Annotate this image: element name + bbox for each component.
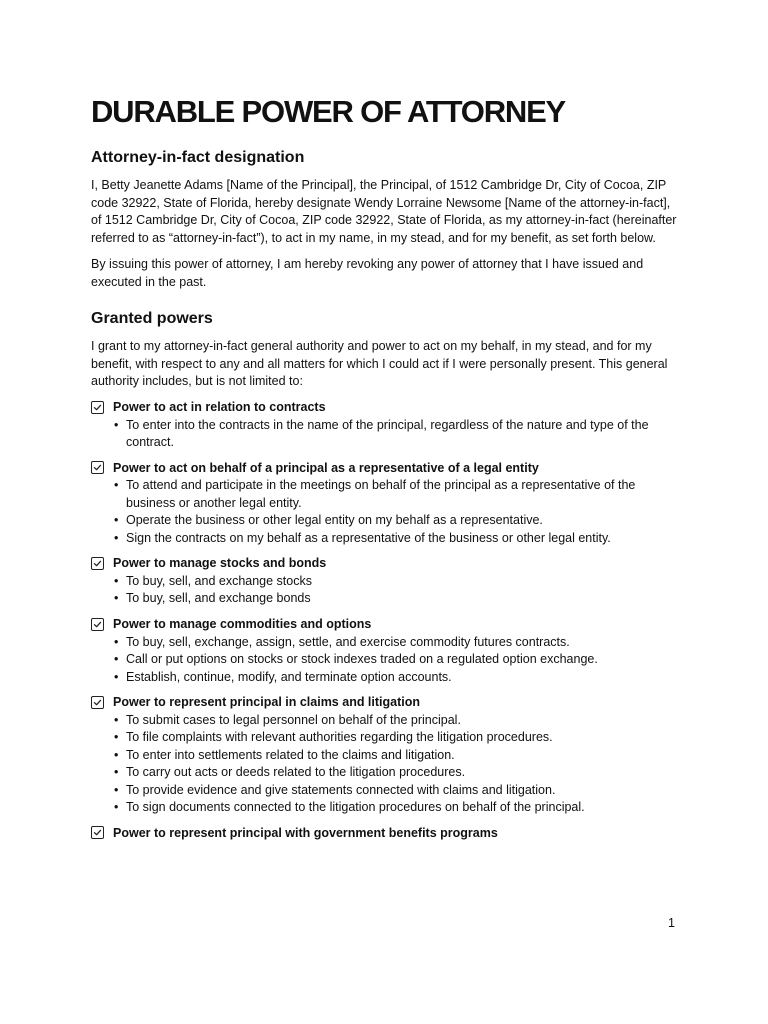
power-items-list: [91, 634, 681, 686]
power-label: Power to represent principal in claims and litigation: [113, 695, 421, 710]
power-section: [91, 398, 681, 452]
granted-powers-intro: I grant to my attorney-in-fact general authority and power to act on my behalf, in my stead, and for my benefit, with respect to any and all matters for which I could act if I were personally present. This general authority includes, but is not limited to:: [91, 339, 668, 388]
power-heading: [91, 615, 681, 634]
list-item: • Call or put options on stocks or stock indexes traded on a regulated option exchange.: [114, 651, 681, 668]
list-item: • To buy, sell, and exchange bonds: [114, 590, 681, 607]
power-items-list: [91, 477, 681, 547]
power-items-list: [91, 573, 681, 608]
checkbox-checked-icon[interactable]: [91, 618, 104, 631]
power-section: [91, 823, 681, 842]
power-label: Power to represent principal with government benefits programs: [113, 825, 498, 840]
power-label: Power to manage commodities and options: [113, 617, 372, 632]
list-item: • To attend and participate in the meetings on behalf of the principal as a representative of the business or another legal entity.: [114, 477, 681, 512]
document-title: DURABLE POWER OF ATTORNEY: [91, 94, 566, 129]
power-label: Power to act on behalf of a principal as a representative of a legal entity: [113, 460, 539, 475]
list-item: • Establish, continue, modify, and terminate option accounts.: [114, 669, 681, 686]
power-items-list: [91, 712, 681, 816]
revocation-paragraph: By issuing this power of attorney, I am hereby revoking any power of attorney that I have issued and executed in the past.: [91, 257, 644, 289]
power-heading: [91, 398, 681, 417]
list-item: • To buy, sell, exchange, assign, settle, and exercise commodity futures contracts.: [114, 634, 681, 651]
list-item: • To enter into settlements related to the claims and litigation.: [114, 747, 681, 764]
checkbox-checked-icon[interactable]: [91, 557, 104, 570]
list-item: • Sign the contracts on my behalf as a representative of the business or other legal entity.: [114, 530, 681, 547]
document-page: [91, 92, 681, 842]
page-number: 1: [668, 916, 675, 930]
checkbox-checked-icon[interactable]: [91, 696, 104, 709]
power-heading: [91, 823, 681, 842]
list-item: • To submit cases to legal personnel on behalf of the principal.: [114, 712, 681, 729]
checkbox-checked-icon[interactable]: [91, 461, 104, 474]
power-section: [91, 458, 681, 547]
list-item: • To enter into the contracts in the name of the principal, regardless of the nature and type of the contract.: [114, 417, 681, 452]
list-item: • To carry out acts or deeds related to the litigation procedures.: [114, 764, 681, 781]
designation-paragraph: I, Betty Jeanette Adams [Name of the Principal], the Principal, of 1512 Cambridge Dr, City of Cocoa, ZIP code 32922, State of Florida, hereby designate Wendy Lorraine Newsome [Name of the attorney-in-fact], of 1512 Cambridge Dr, City of Cocoa, ZIP code 32922, State of Florida, as my attorney-in-fact (hereinafter referred to as “attorney-in-fact”), to act in my name, in my stead, and for my benefit, as set forth below.: [91, 178, 677, 245]
section-heading-designation: Attorney-in-fact designation: [91, 149, 305, 166]
powers-list: [91, 398, 681, 843]
list-item: • To provide evidence and give statements connected with claims and litigation.: [114, 782, 681, 799]
checkbox-checked-icon[interactable]: [91, 826, 104, 839]
power-items-list: [91, 417, 681, 452]
list-item: • To file complaints with relevant authorities regarding the litigation procedures.: [114, 729, 681, 746]
checkbox-checked-icon[interactable]: [91, 401, 104, 414]
power-section: [91, 554, 681, 608]
power-heading: [91, 554, 681, 573]
list-item: • To buy, sell, and exchange stocks: [114, 573, 681, 590]
section-heading-granted-powers: Granted powers: [91, 310, 213, 327]
power-label: Power to manage stocks and bonds: [113, 556, 327, 571]
list-item: • Operate the business or other legal entity on my behalf as a representative.: [114, 512, 681, 529]
power-section: [91, 693, 681, 816]
power-heading: [91, 693, 681, 712]
power-heading: [91, 458, 681, 477]
power-section: [91, 615, 681, 686]
power-label: Power to act in relation to contracts: [113, 400, 326, 414]
list-item: • To sign documents connected to the litigation procedures on behalf of the principal.: [114, 799, 681, 816]
